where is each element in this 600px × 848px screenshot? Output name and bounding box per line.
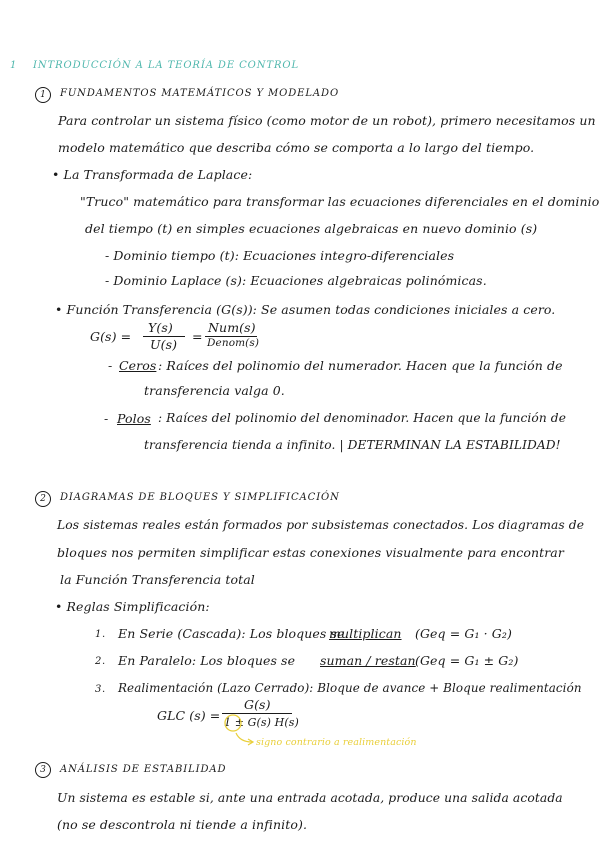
- section-2-number: 2: [35, 491, 51, 507]
- formula-denominator-2: Denom(s): [207, 337, 260, 349]
- laplace-line2: del tiempo (t) en simples ecuaciones algebraicas en nuevo dominio (s): [85, 221, 538, 236]
- section-3-number: 3: [35, 762, 51, 778]
- section-1-title: FUNDAMENTOS MATEMÁTICOS Y MODELADO: [60, 88, 340, 99]
- ceros-dash: -: [108, 358, 113, 373]
- rule-1-number: 1.: [95, 629, 106, 640]
- laplace-line1: "Truco" matemático para transformar las ecuaciones diferenciales en el dominio: [80, 194, 600, 209]
- transfer-function-heading: • Función Transferencia (G(s)): Se asumen todas condiciones iniciales a cero.: [55, 302, 556, 317]
- formula-equals: =: [192, 329, 203, 344]
- polos-dash: -: [104, 411, 109, 426]
- s2-paragraph-line1: Los sistemas reales están formados por subsistemas conectados. Los diagramas de: [57, 518, 585, 532]
- reglas-heading: • Reglas Simplificación:: [55, 599, 210, 614]
- formula-lhs: G(s) =: [90, 329, 132, 344]
- s2-paragraph-line2: bloques nos permiten simplificar estas conexiones visualmente para encontrar: [57, 545, 564, 560]
- ceros-line1: : Raíces del polinomio del numerador. Hacen que la función de: [158, 358, 563, 373]
- polos-line1: : Raíces del polinomio del denominador. Hacen que la función de: [158, 411, 567, 425]
- rule-2-text: En Paralelo: Los bloques se: [118, 653, 296, 668]
- s3-paragraph-line2: (no se descontrola ni tiende a infinito).: [57, 817, 308, 832]
- s1-paragraph-line1: Para controlar un sistema físico (como motor de un robot), primero necesitamos un: [58, 113, 596, 128]
- rule-1-text: En Serie (Cascada): Los bloques se: [118, 626, 345, 641]
- rule-2-formula: (Geq = G₁ ± G₂): [415, 653, 519, 668]
- page-title: INTRODUCCIÓN A LA TEORÍA DE CONTROL: [33, 60, 300, 71]
- formula-denominator-1: U(s): [150, 337, 178, 352]
- rule-2-number: 2.: [95, 656, 106, 667]
- s3-paragraph-line1: Un sistema es estable si, ante una entrada acotada, produce una salida acotada: [57, 791, 563, 805]
- title-number: 1: [10, 60, 17, 71]
- polos-line2: transferencia tienda a infinito. | DETERMINAN LA ESTABILIDAD!: [144, 438, 561, 452]
- rule-1-multiplican: multiplican: [329, 626, 402, 641]
- polos-label: Polos: [117, 411, 151, 426]
- sign-note: signo contrario a realimentación: [256, 737, 417, 748]
- rule-3-text: Realimentación (Lazo Cerrado): Bloque de avance + Bloque realimentación: [118, 681, 582, 695]
- formula-numerator-1: Y(s): [148, 320, 173, 335]
- closed-loop-numerator: G(s): [244, 697, 271, 712]
- section-3-title: ANÁLISIS DE ESTABILIDAD: [60, 764, 227, 775]
- ceros-label: Ceros: [119, 358, 157, 373]
- section-2-title: DIAGRAMAS DE BLOQUES Y SIMPLIFICACIÓN: [60, 492, 340, 503]
- closed-loop-denominator: 1 ± G(s) H(s): [224, 716, 299, 729]
- ceros-line2: transferencia valga 0.: [144, 383, 285, 398]
- s2-paragraph-line3: la Función Transferencia total: [60, 572, 255, 587]
- formula-numerator-2: Num(s): [208, 320, 256, 335]
- rule-1-formula: (Geq = G₁ · G₂): [415, 626, 512, 641]
- rule-2-suman-restan: suman / restan: [320, 653, 416, 668]
- s1-paragraph-line2: modelo matemático que describa cómo se comporta a lo largo del tiempo.: [58, 140, 535, 155]
- domain-laplace: - Dominio Laplace (s): Ecuaciones algebraicas polinómicas.: [105, 273, 487, 288]
- rule-3-number: 3.: [95, 684, 106, 695]
- closed-loop-lhs: GLC (s) =: [157, 708, 221, 723]
- section-1-number: 1: [35, 87, 51, 103]
- domain-time: - Dominio tiempo (t): Ecuaciones integro-diferenciales: [105, 248, 455, 263]
- laplace-heading: • La Transformada de Laplace:: [52, 167, 253, 182]
